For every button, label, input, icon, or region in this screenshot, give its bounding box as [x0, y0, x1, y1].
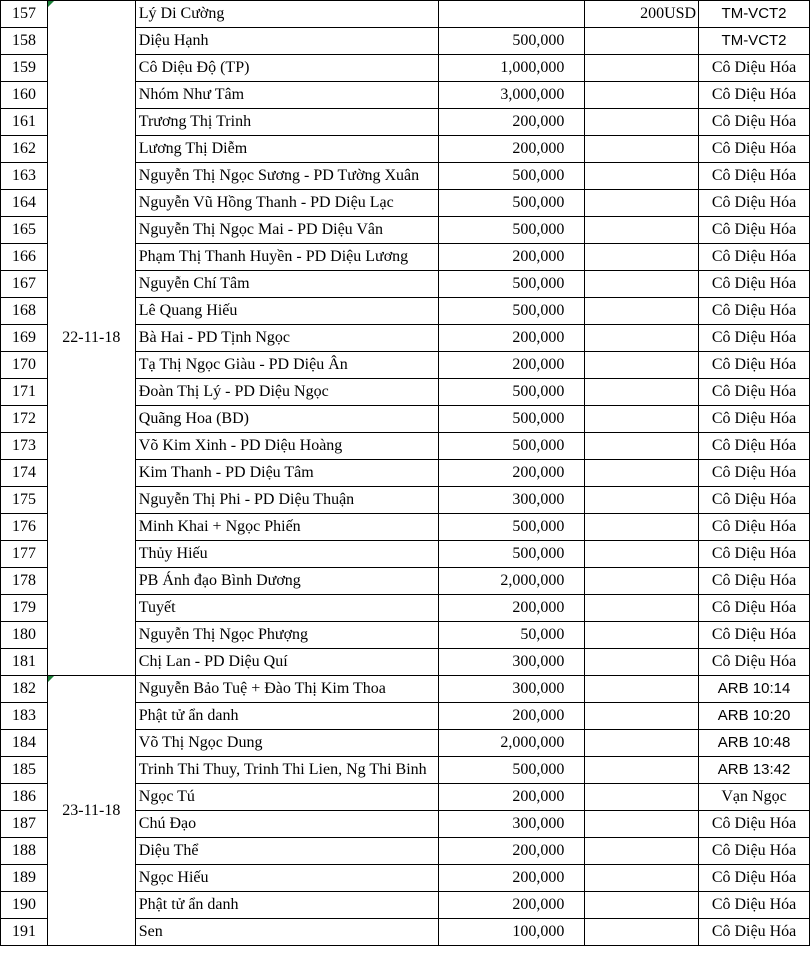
donor-name-cell[interactable]: Nhóm Như Tâm [135, 82, 438, 109]
amount-vnd-cell[interactable]: 300,000 [438, 649, 585, 676]
source-cell[interactable]: Cô Diệu Hóa [699, 163, 810, 190]
donor-name-cell[interactable]: Diệu Thể [135, 838, 438, 865]
source-cell[interactable]: Cô Diệu Hóa [699, 649, 810, 676]
row-number-cell[interactable]: 190 [1, 892, 48, 919]
amount-vnd-cell[interactable]: 500,000 [438, 298, 585, 325]
donor-name-cell[interactable]: Nguyễn Thị Ngọc Phượng [135, 622, 438, 649]
amount-vnd-cell[interactable]: 100,000 [438, 919, 585, 946]
amount-usd-cell[interactable] [585, 622, 699, 649]
source-cell[interactable]: Cô Diệu Hóa [699, 325, 810, 352]
amount-vnd-cell[interactable]: 500,000 [438, 163, 585, 190]
source-cell[interactable]: Cô Diệu Hóa [699, 892, 810, 919]
donor-name-cell[interactable]: Nguyễn Thị Ngọc Mai - PD Diệu Vân [135, 217, 438, 244]
source-cell[interactable]: Cô Diệu Hóa [699, 190, 810, 217]
donor-name-cell[interactable]: Trương Thị Trinh [135, 109, 438, 136]
row-number-cell[interactable]: 184 [1, 730, 48, 757]
row-number-cell[interactable]: 175 [1, 487, 48, 514]
source-cell[interactable]: Cô Diệu Hóa [699, 514, 810, 541]
row-number-cell[interactable]: 177 [1, 541, 48, 568]
row-number-cell[interactable]: 188 [1, 838, 48, 865]
amount-usd-cell[interactable] [585, 109, 699, 136]
date-cell[interactable] [47, 1, 135, 676]
row-number-cell[interactable]: 160 [1, 82, 48, 109]
amount-usd-cell[interactable] [585, 82, 699, 109]
donor-name-cell[interactable]: Phật tử ẩn danh [135, 703, 438, 730]
amount-vnd-cell[interactable]: 500,000 [438, 541, 585, 568]
amount-usd-cell[interactable] [585, 595, 699, 622]
donor-name-cell[interactable]: Đoàn Thị Lý - PD Diệu Ngọc [135, 379, 438, 406]
comment-marker-icon [48, 1, 54, 7]
source-cell[interactable]: Cô Diệu Hóa [699, 379, 810, 406]
donor-name-cell[interactable]: Võ Kim Xinh - PD Diệu Hoàng [135, 433, 438, 460]
row-number-cell[interactable]: 161 [1, 109, 48, 136]
row-number-cell[interactable]: 165 [1, 217, 48, 244]
amount-usd-cell[interactable] [585, 271, 699, 298]
donor-name-cell[interactable]: Trinh Thi Thuy, Trinh Thi Lien, Ng Thi Binh [135, 757, 438, 784]
amount-vnd-cell[interactable]: 3,000,000 [438, 82, 585, 109]
row-number-cell[interactable]: 183 [1, 703, 48, 730]
source-cell[interactable]: Cô Diệu Hóa [699, 244, 810, 271]
donor-name-cell[interactable]: Nguyễn Thị Ngọc Sương - PD Tường Xuân [135, 163, 438, 190]
amount-vnd-cell[interactable]: 200,000 [438, 325, 585, 352]
amount-usd-cell[interactable] [585, 28, 699, 55]
amount-usd-cell[interactable] [585, 460, 699, 487]
source-cell[interactable]: ARB 10:20 [699, 703, 810, 730]
donor-name-cell[interactable]: Ngọc Tú [135, 784, 438, 811]
source-cell[interactable]: Cô Diệu Hóa [699, 298, 810, 325]
row-number-cell[interactable]: 187 [1, 811, 48, 838]
amount-vnd-cell[interactable]: 200,000 [438, 865, 585, 892]
donor-name-cell[interactable]: Thủy Hiếu [135, 541, 438, 568]
donor-name-cell[interactable]: Tuyết [135, 595, 438, 622]
amount-usd-cell[interactable] [585, 379, 699, 406]
amount-vnd-cell[interactable]: 1,000,000 [438, 55, 585, 82]
amount-usd-cell[interactable] [585, 244, 699, 271]
donor-name-cell[interactable]: Lương Thị Diễm [135, 136, 438, 163]
amount-vnd-cell[interactable]: 200,000 [438, 352, 585, 379]
donor-name-cell[interactable]: Diệu Hạnh [135, 28, 438, 55]
amount-usd-cell[interactable] [585, 352, 699, 379]
amount-vnd-cell[interactable]: 200,000 [438, 703, 585, 730]
source-cell[interactable]: Cô Diệu Hóa [699, 271, 810, 298]
row-number-cell[interactable]: 181 [1, 649, 48, 676]
amount-vnd-cell[interactable]: 500,000 [438, 433, 585, 460]
source-cell[interactable]: Cô Diệu Hóa [699, 460, 810, 487]
amount-vnd-cell[interactable]: 200,000 [438, 838, 585, 865]
table-row [1, 676, 810, 703]
amount-vnd-cell[interactable]: 500,000 [438, 190, 585, 217]
amount-vnd-cell[interactable]: 500,000 [438, 406, 585, 433]
donor-name-cell[interactable]: PB Ánh đạo Bình Dương [135, 568, 438, 595]
amount-vnd-cell[interactable]: 500,000 [438, 271, 585, 298]
row-number-cell[interactable]: 162 [1, 136, 48, 163]
donor-name-cell[interactable]: Phạm Thị Thanh Huyền - PD Diệu Lương [135, 244, 438, 271]
amount-vnd-cell[interactable]: 200,000 [438, 892, 585, 919]
amount-usd-cell[interactable] [585, 730, 699, 757]
amount-vnd-cell[interactable] [438, 1, 585, 28]
date-label: 22-11-18 [62, 329, 121, 346]
amount-vnd-cell[interactable]: 500,000 [438, 217, 585, 244]
donor-name-cell[interactable]: Lý Di Cường [135, 1, 438, 28]
source-cell[interactable]: Cô Diệu Hóa [699, 487, 810, 514]
row-number-cell[interactable]: 186 [1, 784, 48, 811]
amount-usd-cell[interactable] [585, 541, 699, 568]
source-cell[interactable]: Cô Diệu Hóa [699, 541, 810, 568]
amount-vnd-cell[interactable]: 200,000 [438, 460, 585, 487]
donor-name-cell[interactable]: Minh Khai + Ngọc Phiến [135, 514, 438, 541]
amount-usd-cell[interactable] [585, 676, 699, 703]
amount-usd-cell[interactable] [585, 163, 699, 190]
donor-name-cell[interactable]: Nguyễn Thị Phi - PD Diệu Thuận [135, 487, 438, 514]
amount-usd-cell[interactable] [585, 487, 699, 514]
amount-vnd-cell[interactable]: 200,000 [438, 136, 585, 163]
source-cell[interactable]: Cô Diệu Hóa [699, 406, 810, 433]
donor-name-cell[interactable]: Cô Diệu Độ (TP) [135, 55, 438, 82]
source-cell[interactable]: Cô Diệu Hóa [699, 55, 810, 82]
source-cell[interactable]: ARB 10:48 [699, 730, 810, 757]
amount-usd-cell[interactable] [585, 325, 699, 352]
row-number-cell[interactable]: 164 [1, 190, 48, 217]
row-number-cell[interactable]: 191 [1, 919, 48, 946]
donor-name-cell[interactable]: Bà Hai - PD Tịnh Ngọc [135, 325, 438, 352]
amount-vnd-cell[interactable]: 300,000 [438, 487, 585, 514]
amount-vnd-cell[interactable]: 500,000 [438, 514, 585, 541]
source-cell[interactable]: Cô Diệu Hóa [699, 919, 810, 946]
donor-name-cell[interactable]: Phật tử ẩn danh [135, 892, 438, 919]
source-cell[interactable]: Cô Diệu Hóa [699, 595, 810, 622]
row-number-cell[interactable]: 166 [1, 244, 48, 271]
amount-usd-cell[interactable] [585, 433, 699, 460]
amount-vnd-cell[interactable]: 500,000 [438, 379, 585, 406]
source-cell[interactable]: Cô Diệu Hóa [699, 622, 810, 649]
amount-vnd-cell[interactable]: 300,000 [438, 811, 585, 838]
date-cell[interactable] [47, 676, 135, 946]
amount-vnd-cell[interactable]: 2,000,000 [438, 730, 585, 757]
amount-usd-cell[interactable] [585, 514, 699, 541]
amount-usd-cell[interactable] [585, 703, 699, 730]
amount-vnd-cell[interactable]: 500,000 [438, 757, 585, 784]
donor-name-cell[interactable]: Nguyễn Bảo Tuệ + Đào Thị Kim Thoa [135, 676, 438, 703]
donor-name-cell[interactable]: Tạ Thị Ngọc Giàu - PD Diệu Ân [135, 352, 438, 379]
source-cell[interactable]: TM-VCT2 [699, 1, 810, 28]
donor-name-cell[interactable]: Chú Đạo [135, 811, 438, 838]
amount-vnd-cell[interactable]: 200,000 [438, 595, 585, 622]
donor-name-cell[interactable]: Quãng Hoa (BD) [135, 406, 438, 433]
row-number-cell[interactable]: 171 [1, 379, 48, 406]
amount-vnd-cell[interactable]: 50,000 [438, 622, 585, 649]
row-number-cell[interactable]: 182 [1, 676, 48, 703]
source-cell[interactable]: TM-VCT2 [699, 28, 810, 55]
row-number-cell[interactable]: 163 [1, 163, 48, 190]
source-cell[interactable]: Cô Diệu Hóa [699, 109, 810, 136]
donor-name-cell[interactable]: Nguyễn Vũ Hồng Thanh - PD Diệu Lạc [135, 190, 438, 217]
row-number-cell[interactable]: 158 [1, 28, 48, 55]
row-number-cell[interactable]: 172 [1, 406, 48, 433]
amount-usd-cell[interactable]: 200USD [585, 1, 699, 28]
row-number-cell[interactable]: 176 [1, 514, 48, 541]
donor-name-cell[interactable]: Chị Lan - PD Diệu Quí [135, 649, 438, 676]
source-cell[interactable]: Cô Diệu Hóa [699, 811, 810, 838]
row-number-cell[interactable]: 167 [1, 271, 48, 298]
amount-usd-cell[interactable] [585, 811, 699, 838]
donor-name-cell[interactable]: Sen [135, 919, 438, 946]
amount-usd-cell[interactable] [585, 568, 699, 595]
comment-marker-icon [48, 676, 54, 682]
amount-usd-cell[interactable] [585, 784, 699, 811]
amount-vnd-cell[interactable]: 200,000 [438, 784, 585, 811]
sheet-body [1, 1, 810, 946]
row-number-cell[interactable]: 157 [1, 1, 48, 28]
amount-usd-cell[interactable] [585, 136, 699, 163]
amount-vnd-cell[interactable]: 300,000 [438, 676, 585, 703]
amount-usd-cell[interactable] [585, 190, 699, 217]
amount-usd-cell[interactable] [585, 649, 699, 676]
donor-name-cell[interactable]: Ngọc Hiếu [135, 865, 438, 892]
source-cell[interactable]: Cô Diệu Hóa [699, 838, 810, 865]
row-number-cell[interactable]: 159 [1, 55, 48, 82]
row-number-cell[interactable]: 173 [1, 433, 48, 460]
source-cell[interactable]: Cô Diệu Hóa [699, 568, 810, 595]
table-row [1, 1, 810, 28]
amount-usd-cell[interactable] [585, 865, 699, 892]
row-number-cell[interactable]: 179 [1, 595, 48, 622]
row-number-cell[interactable]: 180 [1, 622, 48, 649]
source-cell[interactable]: Cô Diệu Hóa [699, 865, 810, 892]
amount-usd-cell[interactable] [585, 55, 699, 82]
donor-name-cell[interactable]: Kim Thanh - PD Diệu Tâm [135, 460, 438, 487]
row-number-cell[interactable]: 170 [1, 352, 48, 379]
amount-vnd-cell[interactable]: 2,000,000 [438, 568, 585, 595]
amount-vnd-cell[interactable]: 200,000 [438, 244, 585, 271]
source-cell[interactable]: ARB 10:14 [699, 676, 810, 703]
source-cell[interactable]: Cô Diệu Hóa [699, 352, 810, 379]
row-number-cell[interactable]: 189 [1, 865, 48, 892]
amount-usd-cell[interactable] [585, 919, 699, 946]
donor-name-cell[interactable]: Võ Thị Ngọc Dung [135, 730, 438, 757]
source-cell[interactable]: Cô Diệu Hóa [699, 433, 810, 460]
row-number-cell[interactable]: 174 [1, 460, 48, 487]
source-cell[interactable]: Cô Diệu Hóa [699, 82, 810, 109]
source-cell[interactable]: Cô Diệu Hóa [699, 217, 810, 244]
amount-usd-cell[interactable] [585, 406, 699, 433]
row-number-cell[interactable]: 168 [1, 298, 48, 325]
amount-vnd-cell[interactable]: 500,000 [438, 28, 585, 55]
amount-vnd-cell[interactable]: 200,000 [438, 109, 585, 136]
amount-usd-cell[interactable] [585, 217, 699, 244]
amount-usd-cell[interactable] [585, 298, 699, 325]
row-number-cell[interactable]: 178 [1, 568, 48, 595]
row-number-cell[interactable]: 169 [1, 325, 48, 352]
date-label: 23-11-18 [62, 801, 121, 819]
source-cell[interactable]: Cô Diệu Hóa [699, 136, 810, 163]
amount-usd-cell[interactable] [585, 757, 699, 784]
source-cell[interactable]: ARB 13:42 [699, 757, 810, 784]
amount-usd-cell[interactable] [585, 892, 699, 919]
row-number-cell[interactable]: 185 [1, 757, 48, 784]
donor-name-cell[interactable]: Lê Quang Hiếu [135, 298, 438, 325]
donor-name-cell[interactable]: Nguyễn Chí Tâm [135, 271, 438, 298]
amount-usd-cell[interactable] [585, 838, 699, 865]
source-cell[interactable]: Vạn Ngọc [699, 784, 810, 811]
